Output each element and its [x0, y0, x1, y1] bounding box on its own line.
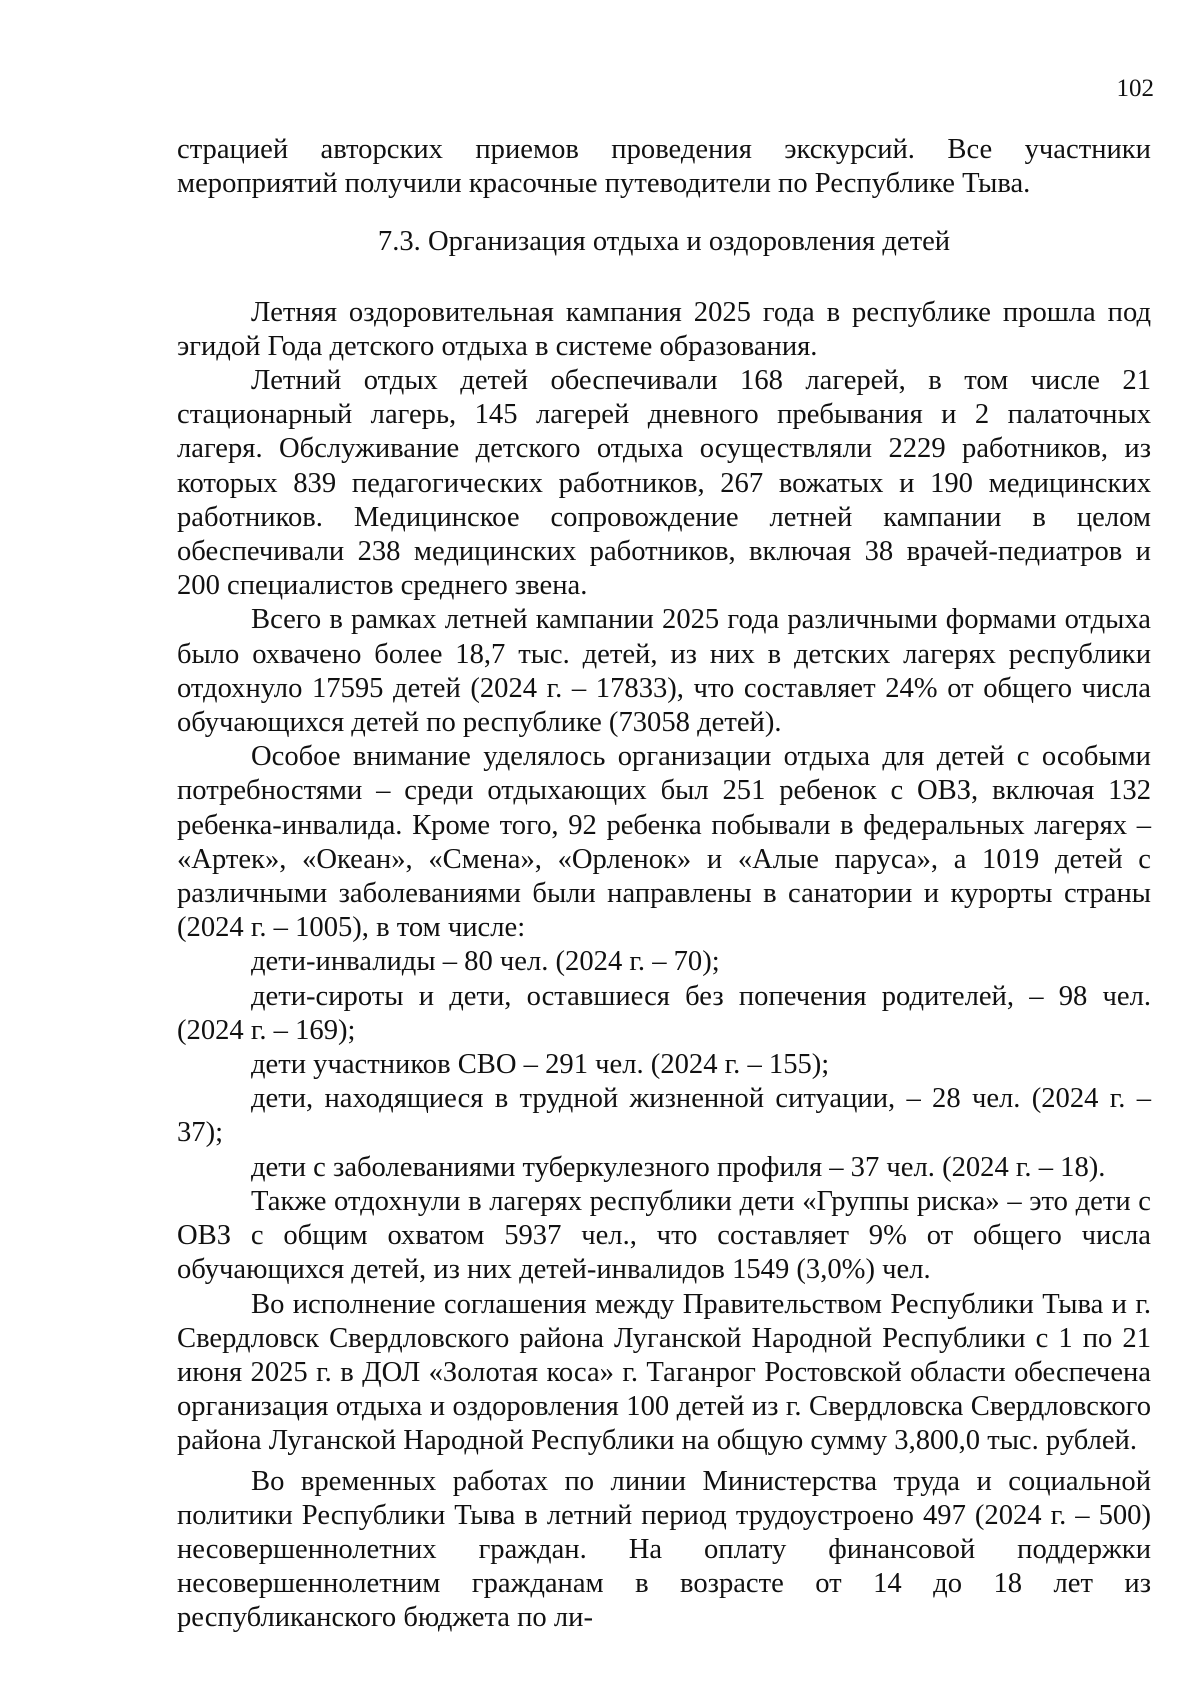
list-item: дети, находящиеся в трудной жизненной ситуации, – 28 чел. (2024 г. – 37);	[177, 1083, 1151, 1149]
list-item: дети с заболеваниями туберкулезного профиля – 37 чел. (2024 г. – 18).	[251, 1151, 1106, 1183]
list-item: дети участников СВО – 291 чел. (2024 г. – 155);	[251, 1049, 830, 1081]
paragraph: Во исполнение соглашения между Правительством Республики Тыва и г. Свердловск Свердловского района Луганской Народной Республики с 1 по 21 июня 2025 г. в ДОЛ «Золотая коса» г. Таганрог Ростовской области обеспечена организация отдыха и оздоровления 100 детей из г. Свердловска Свердловского района Луганской Народной Республики на общую сумму 3,800,0 тыс. рублей.	[177, 1288, 1151, 1457]
paragraph: Особое внимание уделялось организации отдыха для детей с особыми потребностями – среди отдыхающих был 251 ребенок с ОВЗ, включая 132 ребенка-инвалида. Кроме того, 92 ребенка побывали в федеральных лагерях – «Артек», «Океан», «Смена», «Орленок» и «Алые паруса», а 1019 детей с различными заболеваниями были направлены в санатории и курорты страны (2024 г. – 1005), в том числе:	[177, 741, 1151, 944]
paragraph: Летний отдых детей обеспечивали 168 лагерей, в том числе 21 стационарный лагерь, 145 лагерей дневного пребывания и 2 палаточных лагеря. Обслуживание детского отдыха осуществляли 2229 работников, из которых 839 педагогических работников, 267 вожатых и 190 медицинских работников. Медицинское сопровождение летней кампании в целом обеспечивали 238 медицинских работников, включая 38 врачей-педиатров и 200 специалистов среднего звена.	[177, 365, 1151, 602]
list-item: дети-сироты и дети, оставшиеся без попечения родителей, – 98 чел. (2024 г. – 169);	[177, 980, 1151, 1046]
paragraph: Летняя оздоровительная кампания 2025 года в республике прошла под эгидой Года детского отдыха в системе образования.	[177, 296, 1151, 362]
list-item: дети-инвалиды – 80 чел. (2024 г. – 70);	[251, 946, 720, 978]
paragraph: Всего в рамках летней кампании 2025 года различными формами отдыха было охвачено более 18,7 тыс. детей, из них в детских лагерях республики отдохнуло 17595 детей (2024 г. – 17833), что составляет 24% от общего числа обучающихся детей по республике (73058 детей).	[177, 604, 1151, 739]
paragraph: Во временных работах по линии Министерства труда и социальной политики Республики Тыва в летний период трудоустроено 497 (2024 г. – 500) несовершеннолетних граждан. На оплату финансовой поддержки несовершеннолетним гражданам в возрасте от 14 до 18 лет из республиканского бюджета по ли-	[177, 1465, 1151, 1634]
paragraph: Также отдохнули в лагерях республики дети «Группы риска» – это дети с ОВЗ с общим охватом 5937 чел., что составляет 9% от общего числа обучающихся детей, из них детей-инвалидов 1549 (3,0%) чел.	[177, 1185, 1151, 1286]
paragraph-continuation: страцией авторских приемов проведения экскурсий. Все участники мероприятий получили красочные путеводители по Республике Тыва.	[177, 134, 1151, 200]
section-heading: 7.3. Организация отдыха и оздоровления детей	[377, 226, 951, 258]
document-body	[177, 133, 1151, 1636]
page-number: 102	[1116, 75, 1154, 102]
